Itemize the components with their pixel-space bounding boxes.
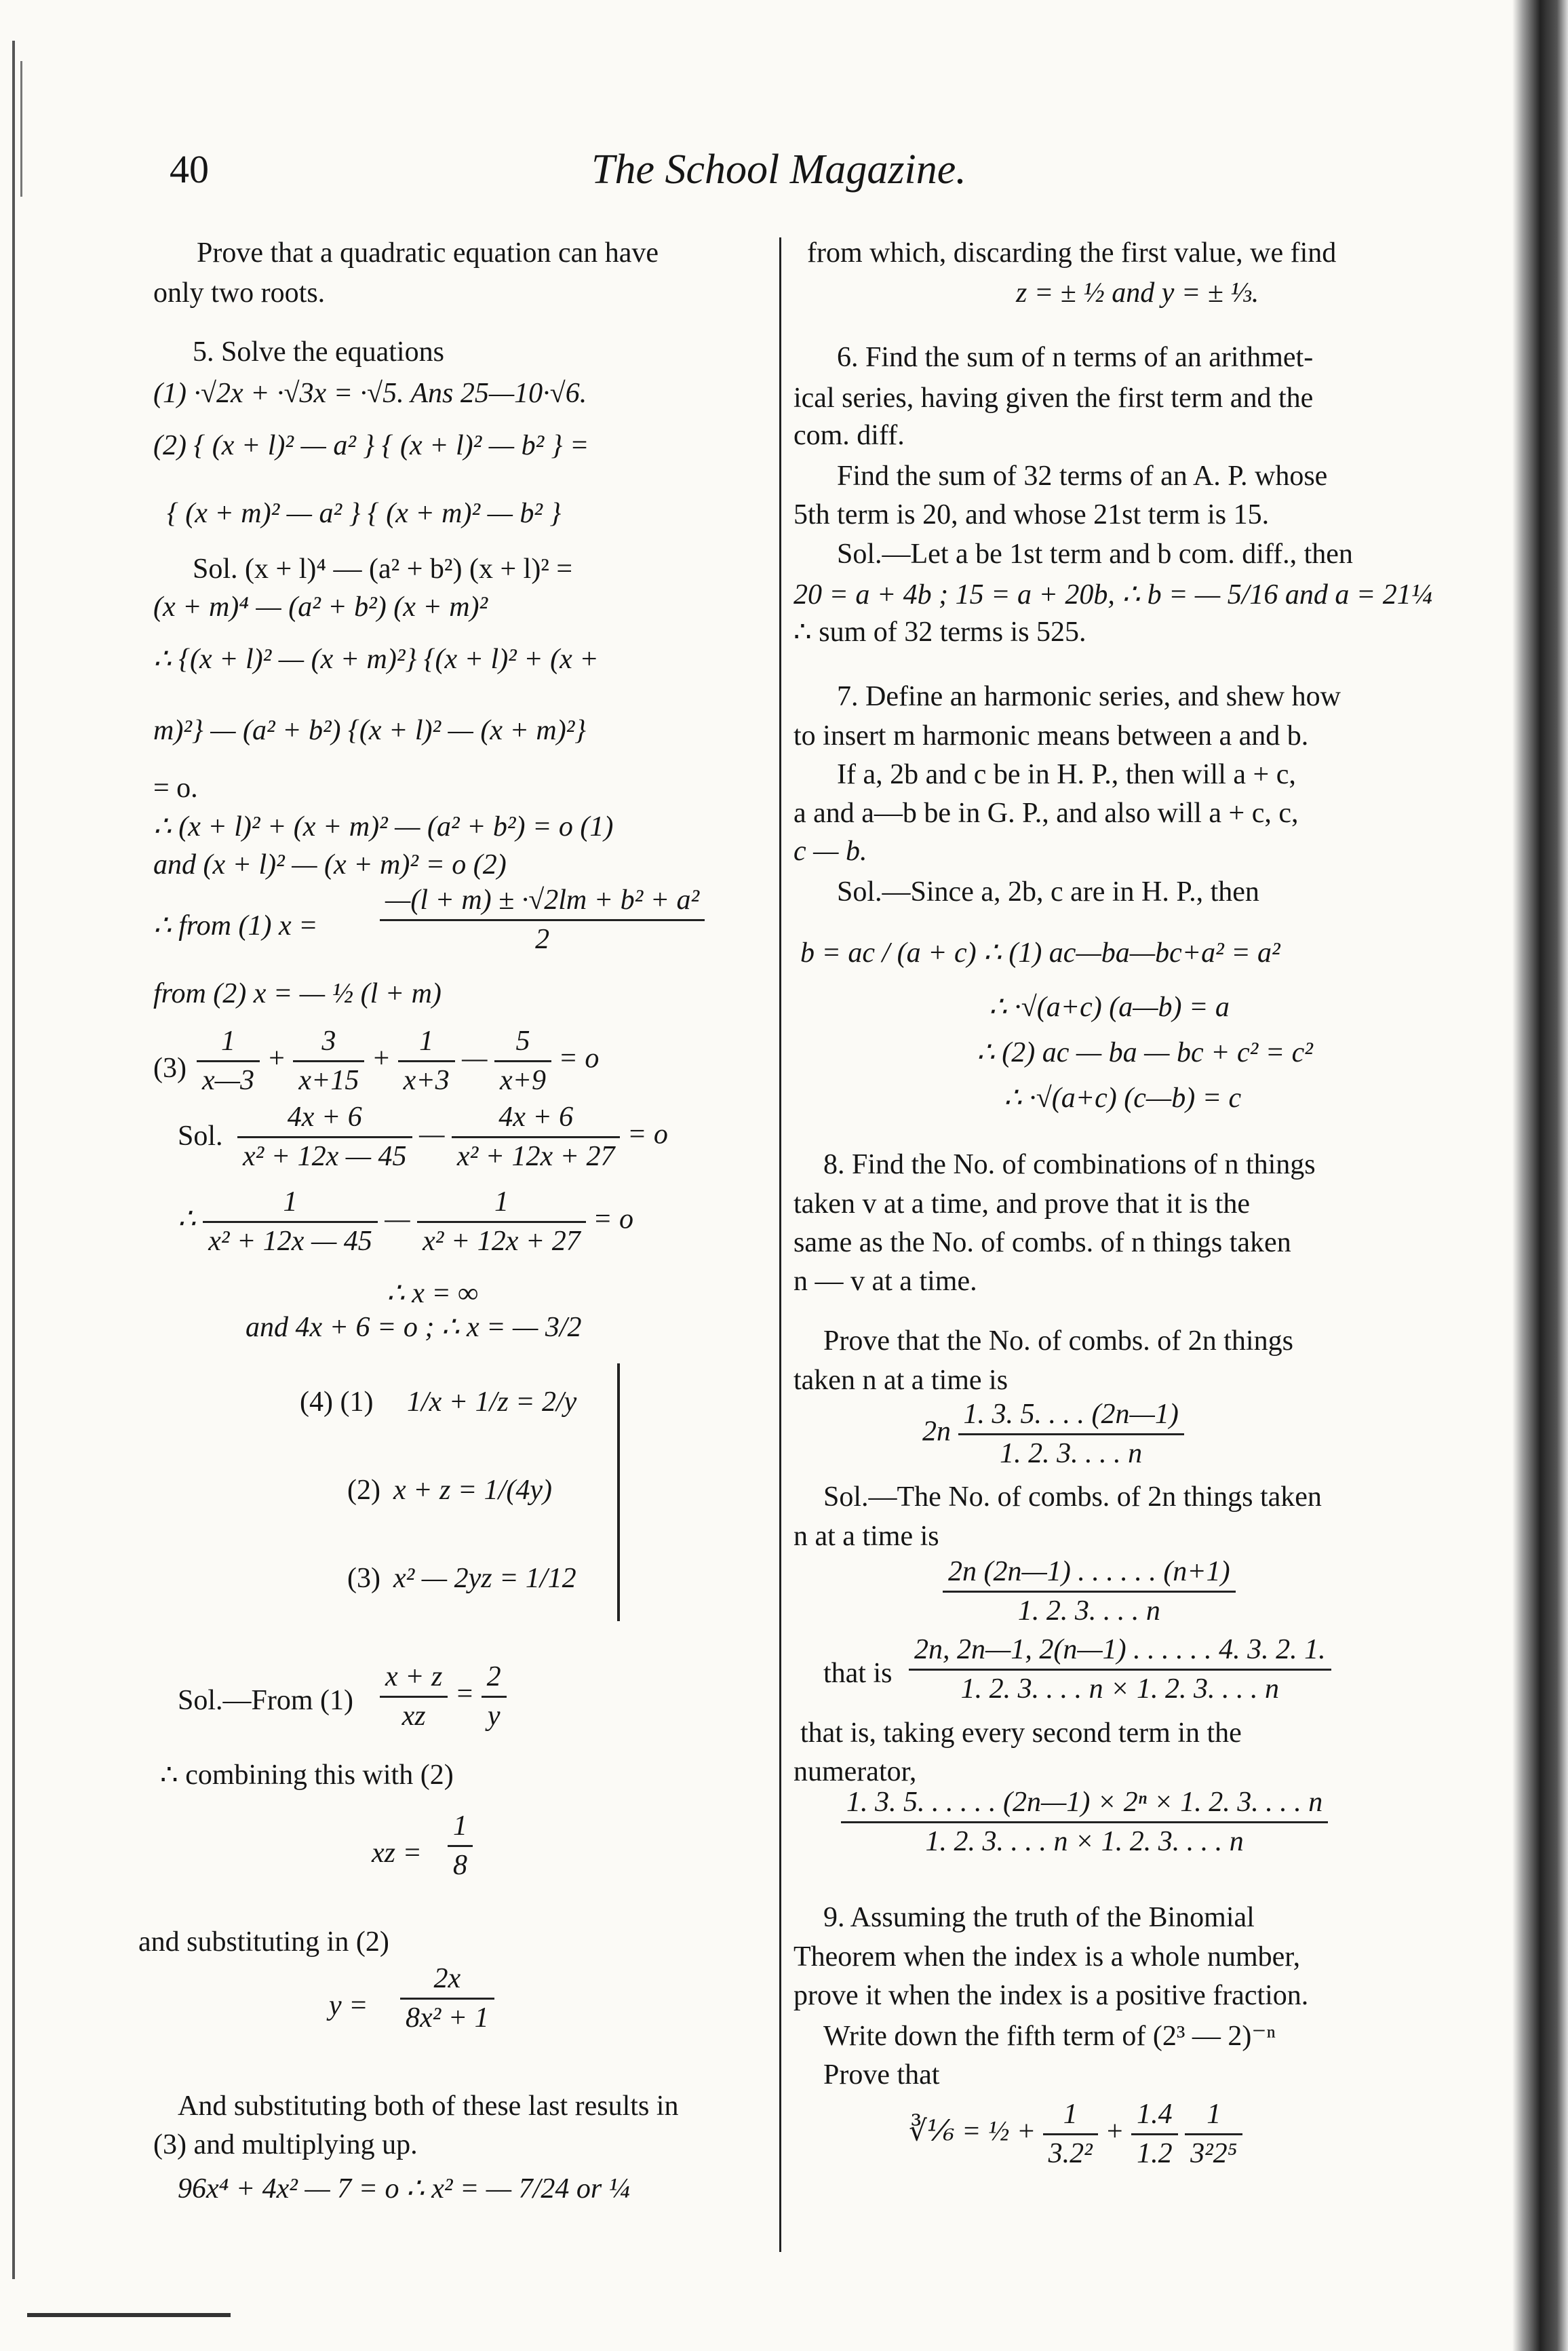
text-line: c — b.: [793, 836, 867, 867]
fraction-denominator: 1. 2. 3. . . . n: [1000, 1437, 1143, 1469]
fraction-numerator: x + z: [380, 1658, 448, 1698]
text-line: Prove that a quadratic equation can have: [197, 237, 659, 269]
text-line: 6. Find the sum of n terms of an arithmet-: [837, 342, 1314, 373]
text-line: n at a time is: [793, 1521, 939, 1552]
fraction-numerator: 4x + 6: [452, 1099, 621, 1138]
fraction: [922, 1396, 1184, 1472]
equation-line: and substituting in (2): [138, 1926, 389, 1958]
text-line: only two roots.: [153, 277, 326, 309]
text-line: Write down the fifth term of (2³ — 2)⁻ⁿ: [823, 2021, 1276, 2052]
fraction-numerator: 1: [1043, 2096, 1098, 2135]
text-line: that is, taking every second term in the: [800, 1717, 1242, 1749]
fraction-numerator: 1. 3. 5. . . . . . (2n—1) × 2ⁿ × 1. 2. 3. . . . n: [841, 1784, 1328, 1823]
fraction: [380, 882, 705, 958]
text-line: Sol.—Let a be 1st term and b com. diff., then: [837, 539, 1353, 570]
fraction-prefix: 2n: [922, 1416, 951, 1447]
fraction-denominator: 3.2²: [1048, 2137, 1093, 2169]
equation-label: (3): [153, 1053, 187, 1084]
equation-line: b = ac / (a + c) ∴ (1) ac—ba—bc+a² = a²: [800, 937, 1280, 969]
text-line: Sol.—Since a, 2b, c are in H. P., then: [837, 876, 1259, 908]
running-title: The School Magazine.: [591, 147, 966, 193]
fraction-denominator: x² + 12x — 45: [243, 1140, 407, 1172]
text-line: taken n at a time is: [793, 1365, 1008, 1396]
equation-line: xz =: [372, 1838, 422, 1869]
fraction-denominator: x—3: [202, 1064, 254, 1096]
equation-line: ∴ x = ∞: [387, 1278, 479, 1309]
text-line: Find the sum of 32 terms of an A. P. whose: [837, 461, 1328, 492]
fraction-denominator: x² + 12x + 27: [456, 1140, 615, 1172]
text-line: Prove that: [823, 2059, 940, 2091]
fraction-denominator: x+3: [403, 1064, 450, 1096]
equation-line: (1) ·√2x + ·√3x = ·√5. Ans 25—10·√6.: [153, 378, 587, 409]
text-line: 8. Find the No. of combinations of n things: [823, 1149, 1316, 1180]
left-margin-line: [12, 41, 15, 2279]
equation-3: $\frac{1}{x—3}$ + $\frac{3}{x+15}$ + $\frac{1}{x+3}$ — $\frac{5}{x+9}$ = o: [197, 1023, 599, 1099]
text-line: Theorem when the index is a whole number,: [793, 1941, 1301, 1973]
text-line: taken v at a time, and prove that it is the: [793, 1188, 1250, 1220]
fraction-denominator: 8x² + 1: [406, 2002, 489, 2034]
equation-line: ∴ (2) ac — ba — bc + c² = c²: [977, 1037, 1313, 1068]
fraction-numerator: 1: [203, 1184, 378, 1223]
page-number: 40: [170, 147, 209, 191]
equation-line: Sol. (x + l)⁴ — (a² + b²) (x + l)² =: [193, 553, 573, 585]
text-line: from which, discarding the first value, we find: [807, 237, 1337, 269]
fraction-numerator: 4x + 6: [237, 1099, 412, 1138]
bottom-scan-mark: [27, 2313, 231, 2317]
equation-line: (2) { (x + l)² — a² } { (x + l)² — b² } =: [153, 430, 589, 461]
equation-line: ∴ ·√(a+c) (c—b) = c: [1004, 1083, 1242, 1114]
equation-line: z = ± ½ and y = ± ⅓.: [1016, 277, 1259, 309]
equation-line: ∴ {(x + l)² — (x + m)²} {(x + l)² + (x +: [153, 644, 599, 675]
equation-line: = o.: [153, 773, 198, 804]
fraction-denominator: xz: [401, 1700, 426, 1732]
fraction-numerator: 1. 3. 5. . . . (2n—1): [958, 1396, 1184, 1435]
fraction: $\frac{x + z}{xz}$ = $\frac{2}{y}$: [380, 1658, 507, 1734]
fraction: [400, 1960, 494, 2036]
fraction: [841, 1784, 1328, 1860]
fraction-numerator: 1: [448, 1808, 473, 1847]
fraction-denominator: x² + 12x — 45: [208, 1225, 372, 1257]
equation-line: 96x⁴ + 4x² — 7 = o ∴ x² = — 7/24 or ¼: [178, 2173, 631, 2204]
text-line: ical series, having given the first term and the: [793, 383, 1314, 414]
fraction-denominator: 8: [453, 1849, 467, 1881]
equation-line: from (2) x = — ½ (l + m): [153, 978, 442, 1009]
text-line: numerator,: [793, 1756, 917, 1787]
system-brace: [617, 1363, 620, 1621]
equation-label: (3): [347, 1563, 380, 1594]
fraction-numerator: 1: [417, 1184, 586, 1223]
text-line: same as the No. of combs. of n things taken: [793, 1227, 1291, 1258]
text-line: com. diff.: [793, 420, 905, 451]
sol-label: Sol.: [178, 1121, 223, 1152]
equation-line: x + z = 1/(4y): [393, 1475, 552, 1506]
fraction-denominator: 3²2⁵: [1190, 2137, 1238, 2169]
fraction-denominator: y: [487, 1700, 501, 1732]
equation-line: and (x + l)² — (x + m)² = o (2): [153, 849, 507, 880]
fraction-numerator: 5: [494, 1023, 551, 1062]
equation-line: ∴ combining this with (2): [160, 1760, 454, 1791]
fraction-denominator: x+15: [298, 1064, 359, 1096]
fraction-numerator: 2x: [400, 1960, 494, 2000]
fraction-denominator: 2: [535, 923, 550, 955]
left-margin-line-2: [20, 61, 22, 197]
equation-line: ∛⅙ = ½ + $\frac{1}{\text{3.2²}}$ + $\frac{1.4}{1.2}$ $\frac{1}{\text{3²2⁵}}$: [909, 2096, 1242, 2172]
text-line: ∴ sum of 32 terms is 525.: [793, 617, 1086, 648]
equation-line: m)²} — (a² + b²) {(x + l)² — (x + m)²}: [153, 715, 587, 746]
solution-3: $\frac{4x + 6}{\text{x² + 12x — 45}}$ — $\frac{4x + 6}{\text{x² + 12x + 27}}$ = o: [237, 1099, 668, 1175]
text-line: 5. Solve the equations: [193, 336, 444, 368]
fraction: [448, 1808, 473, 1884]
text-line: (3) and multiplying up.: [153, 2129, 418, 2160]
fraction-numerator: 3: [293, 1023, 364, 1062]
fraction-numerator: 1: [197, 1023, 260, 1062]
fraction-denominator: 1. 2. 3. . . . n × 1. 2. 3. . . . n: [960, 1673, 1279, 1705]
equation-line: ∴ ·√(a+c) (a—b) = a: [989, 992, 1230, 1023]
text-line: And substituting both of these last results in: [178, 2091, 679, 2122]
equation-line: { (x + m)² — a² } { (x + m)² — b² }: [167, 498, 562, 529]
equation-line: (x + m)⁴ — (a² + b²) (x + m)²: [153, 591, 488, 623]
equation-rhs: = o: [558, 1043, 600, 1074]
fraction-denominator: 1. 2. 3. . . . n × 1. 2. 3. . . . n: [925, 1825, 1244, 1857]
equation-line: and 4x + 6 = o ; ∴ x = — 3/2: [246, 1312, 582, 1343]
fraction-numerator: 2n (2n—1) . . . . . . (n+1): [943, 1553, 1236, 1593]
text-line: a and a—b be in G. P., and also will a + c, c,: [793, 798, 1299, 829]
fraction-numerator: —(l + m) ± ·√2lm + b² + a²: [380, 882, 705, 921]
fraction-denominator: 1.2: [1137, 2137, 1173, 2169]
fraction-numerator: 2n, 2n—1, 2(n—1) . . . . . . 4. 3. 2. 1.: [909, 1631, 1331, 1671]
equation-line: 20 = a + 4b ; 15 = a + 20b, ∴ b = — 5/16 and a = 21¼: [793, 579, 1433, 610]
equation-label: (2): [347, 1475, 380, 1506]
text-line: 7. Define an harmonic series, and shew how: [837, 681, 1341, 712]
equation-line: Sol.—From (1): [178, 1685, 354, 1716]
fraction-denominator: 1. 2. 3. . . . n: [1017, 1595, 1160, 1627]
column-divider: [779, 237, 781, 2252]
therefore-3: ∴ $\frac{1}{\text{x² + 12x — 45}}$ — $\frac{1}{\text{x² + 12x + 27}}$ = o: [178, 1184, 633, 1260]
equation-line: ∴ (x + l)² + (x + m)² — (a² + b²) = o (1): [153, 811, 614, 842]
fraction-numerator: 1: [398, 1023, 455, 1062]
equation-line: x² — 2yz = 1/12: [393, 1563, 576, 1594]
text-line: If a, 2b and c be in H. P., then will a + c,: [837, 759, 1296, 790]
text-line: Prove that the No. of combs. of 2n things: [823, 1325, 1293, 1357]
equation-line: y =: [329, 1990, 368, 2021]
equation-line: ∴ from (1) x =: [153, 910, 318, 941]
equation-label: (4) (1): [300, 1386, 374, 1418]
fraction-numerator: 1: [1185, 2096, 1242, 2135]
fraction-denominator: x² + 12x + 27: [423, 1225, 581, 1257]
text-line: that is: [823, 1658, 893, 1689]
text-line: to insert m harmonic means between a and b.: [793, 720, 1309, 752]
equation-line: 1/x + 1/z = 2/y: [407, 1386, 577, 1418]
text-line: Sol.—The No. of combs. of 2n things taken: [823, 1481, 1322, 1513]
text-line: 9. Assuming the truth of the Binomial: [823, 1902, 1255, 1933]
fraction: [943, 1553, 1236, 1629]
fraction: [909, 1631, 1331, 1707]
right-scan-edge: [1512, 0, 1568, 2351]
equation-lhs: ∛⅙ = ½ +: [909, 2116, 1036, 2148]
fraction-numerator: 1.4: [1131, 2096, 1178, 2135]
text-line: prove it when the index is a positive fraction.: [793, 1980, 1309, 2011]
text-line: 5th term is 20, and whose 21st term is 15.: [793, 499, 1270, 530]
fraction-numerator: 2: [482, 1658, 507, 1698]
text-line: n — v at a time.: [793, 1266, 977, 1297]
fraction-denominator: x+9: [500, 1064, 546, 1096]
